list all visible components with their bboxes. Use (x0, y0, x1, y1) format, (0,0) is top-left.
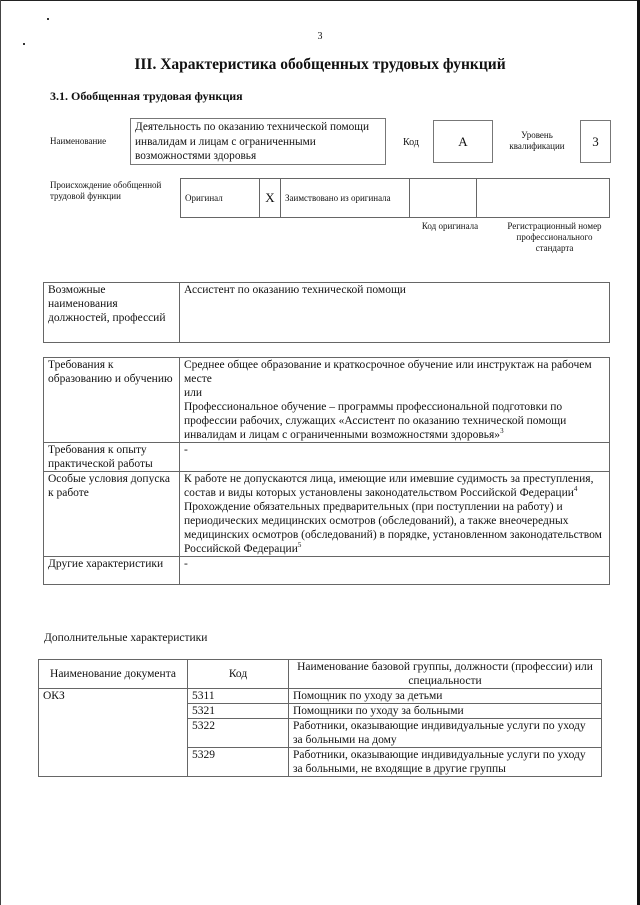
scan-speck (47, 18, 49, 20)
experience-value: - (180, 443, 610, 472)
scan-speck (23, 43, 25, 45)
reg-number-caption: Регистрационный номер профессионального стандарта (507, 221, 602, 253)
header-name: Наименование базовой группы, должности (профессии) или специальности (289, 660, 602, 689)
occupation-cell: Помощник по уходу за детьми (289, 689, 602, 704)
origin-label: Происхождение обобщенной трудовой функции (50, 180, 162, 201)
footnote-ref: 3 (500, 427, 504, 436)
original-code-cell (410, 179, 477, 218)
other-value: - (180, 557, 610, 585)
occupation-cell: Помощники по уходу за больными (289, 704, 602, 719)
footnote-ref: 4 (573, 485, 578, 494)
requirement-row (44, 557, 610, 585)
code-label: Код (403, 137, 419, 148)
special-condition-line: К работе не допускаются лица, имеющие или имевшие судимость за преступления, состав и виды которых установлены законодательством Российской Федерации$^4$ (184, 473, 594, 499)
name-label: Наименование (50, 136, 107, 146)
page-number: 3 (317, 31, 323, 42)
requirement-row (44, 443, 610, 472)
borrowed-label: Заимствовано из оригинала (281, 179, 410, 218)
reg-number-cell (477, 179, 610, 218)
positions-label: Возможные наименования должностей, профессий (44, 283, 180, 343)
table-row (39, 689, 602, 704)
additional-table (38, 659, 602, 777)
original-label: Оригинал (181, 179, 260, 218)
special-conditions-label: Особые условия допуска к работе (44, 472, 180, 557)
education-line: Среднее общее образование и краткосрочное обучение или инструктаж на рабочем месте (184, 359, 592, 385)
requirements-table (43, 357, 610, 585)
scan-edge-left (0, 0, 1, 905)
scan-edge-top (0, 0, 640, 1)
header-document: Наименование документа (39, 660, 188, 689)
special-condition-line: Прохождение обязательных предварительных (при поступлении на работу) и периодических медицинских осмотров (обследований), а также внеочередных медицинских осмотров (обследований) в порядке, установленном законодательством Российской Федерации$^5$ (184, 501, 602, 555)
experience-label: Требования к опыту практической работы (44, 443, 180, 472)
positions-table (43, 282, 610, 343)
education-line: или (184, 387, 203, 399)
education-label: Требования к образованию и обучению (44, 358, 180, 443)
footnote-ref: 5 (297, 541, 302, 550)
origin-table (180, 178, 610, 218)
additional-title: Дополнительные характеристики (44, 632, 208, 644)
header-code: Код (188, 660, 289, 689)
subsection-title: 3.1. Обобщенная трудовая функция (50, 89, 243, 103)
qualification-level-box: 3 (580, 120, 611, 163)
requirement-row (44, 358, 610, 443)
level-label: Уровень квалификации (509, 130, 565, 151)
original-mark: X (260, 179, 281, 218)
function-name-box: Деятельность по оказанию технической помощи инвалидам и лицам с ограниченными возможностями здоровья (130, 118, 386, 165)
code-cell: 5311 (188, 689, 289, 704)
positions-value: Ассистент по оказанию технической помощи (180, 283, 610, 343)
occupation-cell: Работники, оказывающие индивидуальные услуги по уходу за больными на дому (289, 719, 602, 748)
education-line: Профессиональное обучение – программы профессиональной подготовки по профессии рабочих, служащих «Ассистент по оказанию технической помощи инвалидам и лицам с ограниченными возможностями здоровья»$^3$ (184, 401, 567, 441)
function-code-box: А (433, 120, 493, 163)
document-cell: ОКЗ (39, 689, 188, 777)
occupation-cell: Работники, оказывающие индивидуальные услуги по уходу за больными, не входящие в другие группы (289, 748, 602, 777)
original-code-caption: Код оригинала (421, 221, 479, 231)
code-cell: 5322 (188, 719, 289, 748)
code-cell: 5321 (188, 704, 289, 719)
section-title: III. Характеристика обобщенных трудовых функций (134, 56, 506, 73)
requirement-row (44, 472, 610, 557)
other-label: Другие характеристики (44, 557, 180, 585)
code-cell: 5329 (188, 748, 289, 777)
